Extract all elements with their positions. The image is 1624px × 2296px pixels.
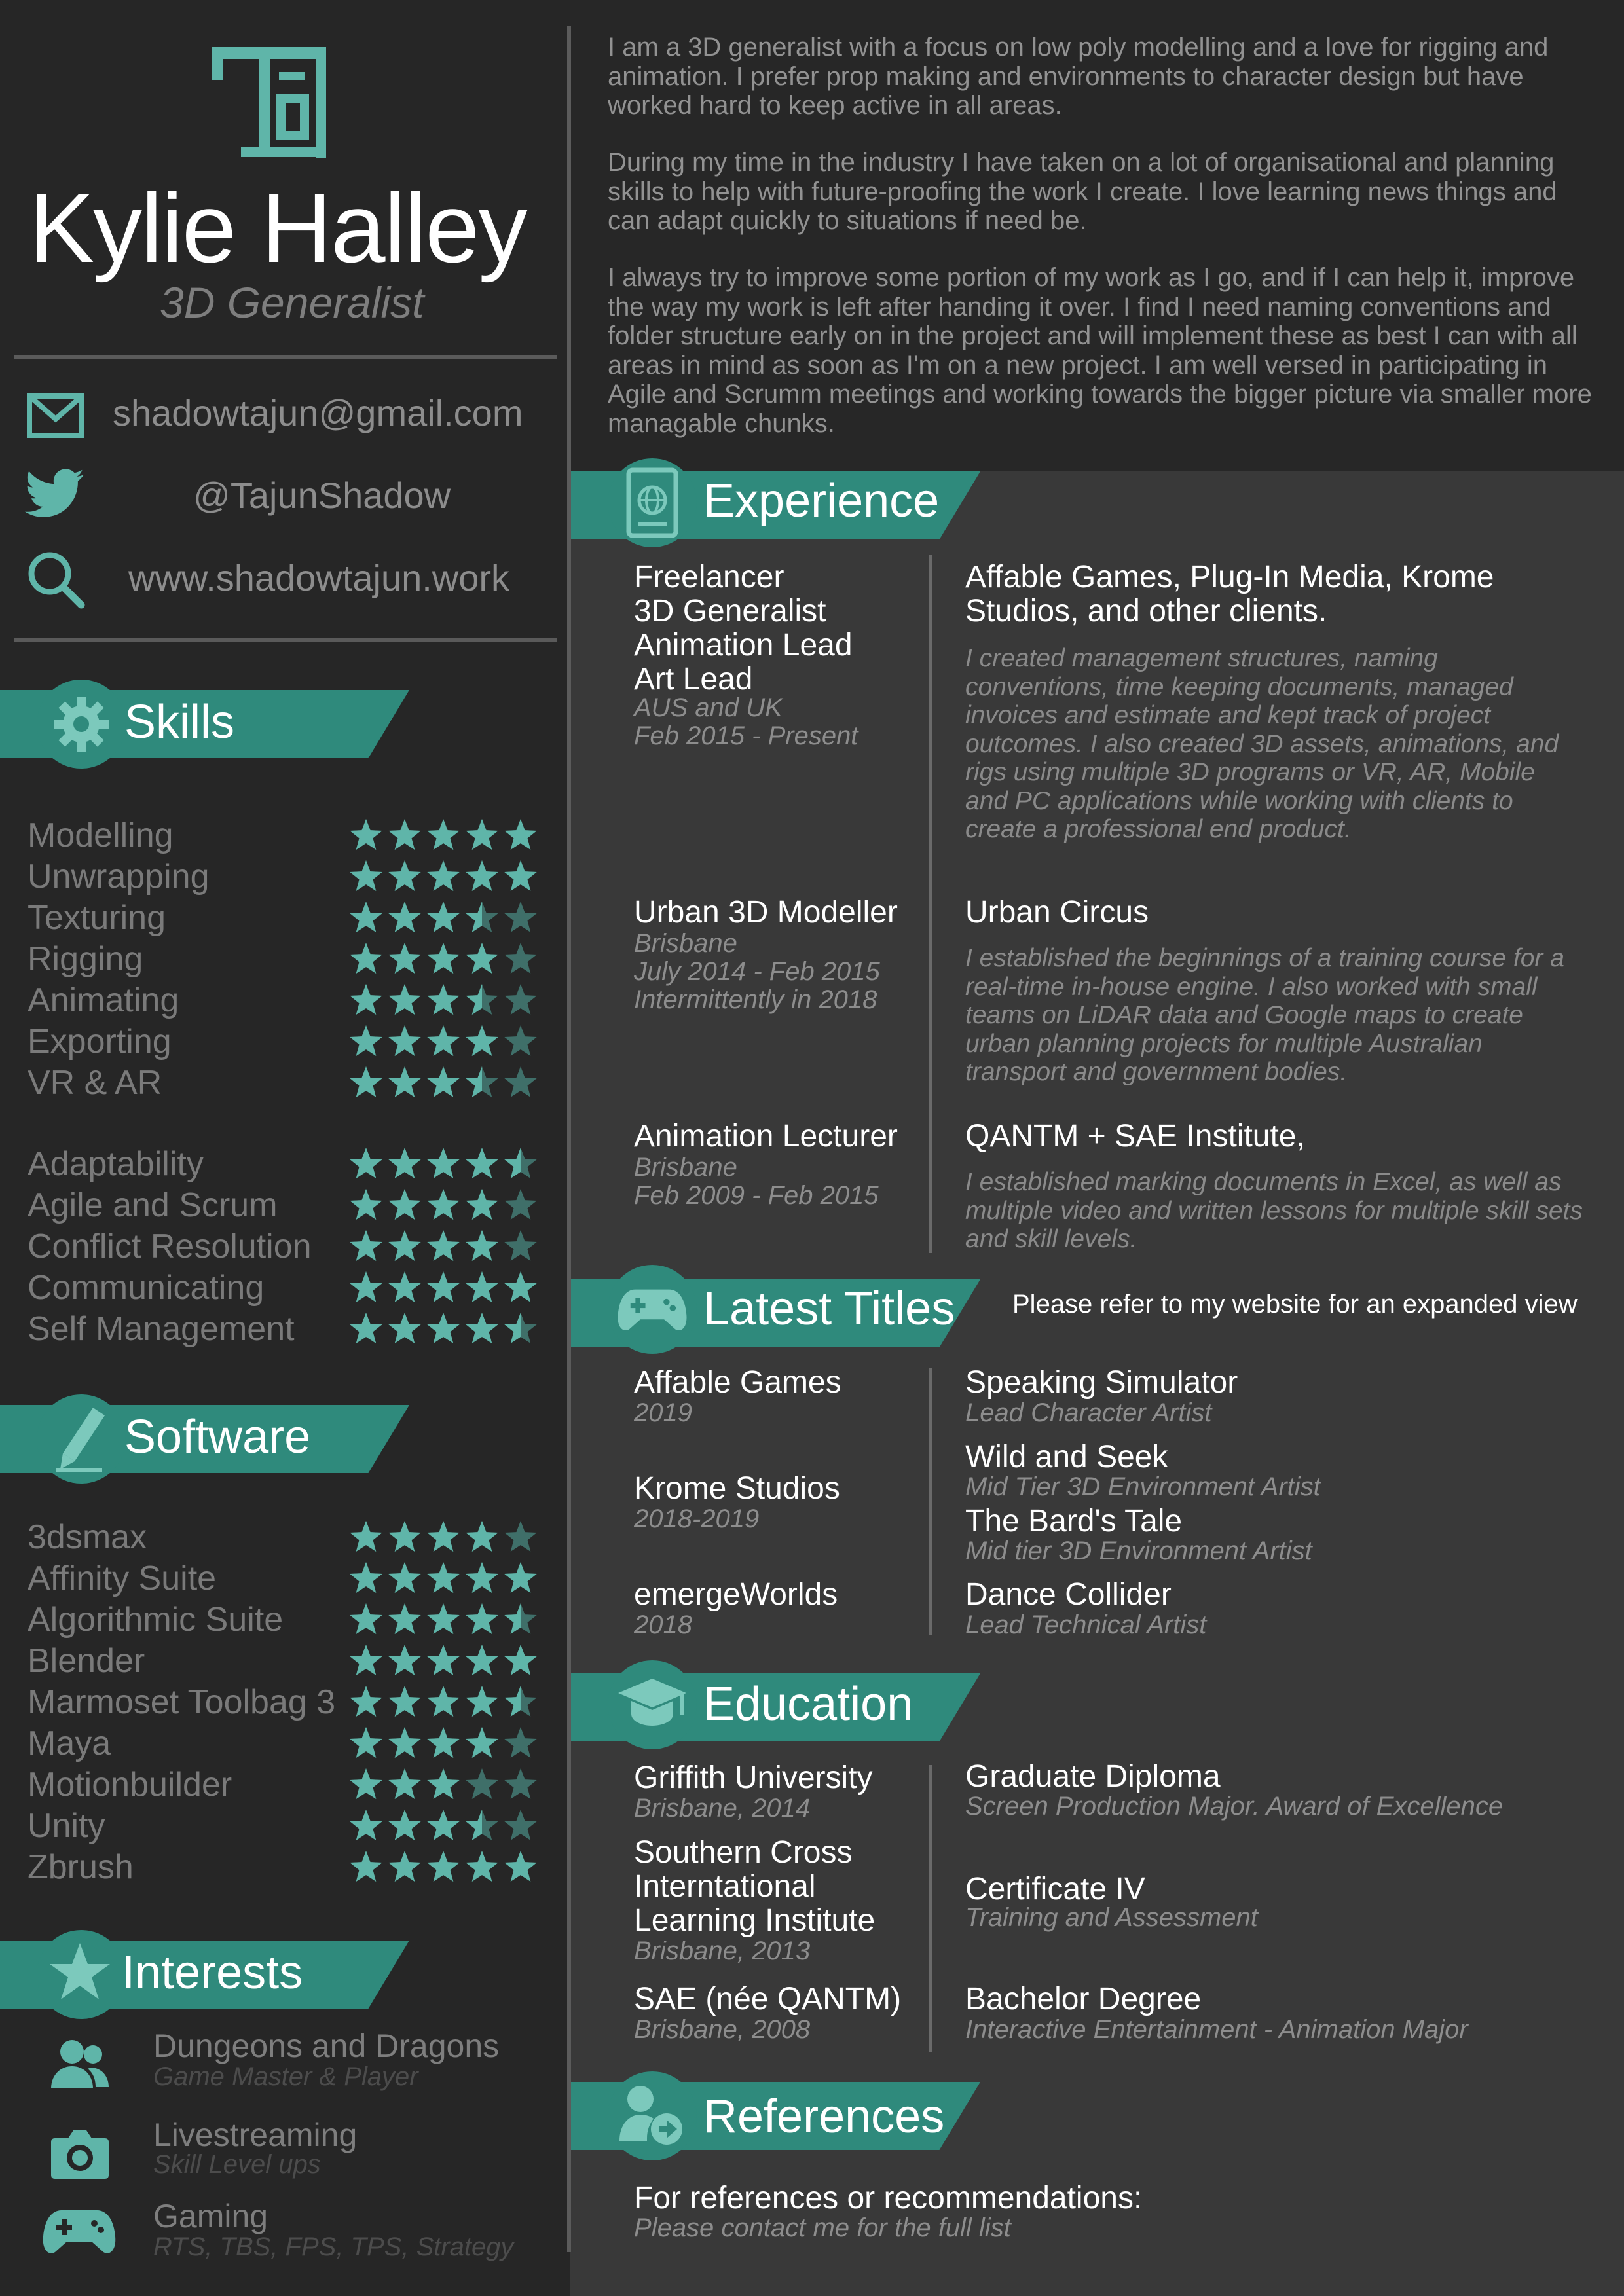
institution-place: Brisbane, 2008 bbox=[634, 2015, 811, 2044]
job-dates: Feb 2009 - Feb 2015 bbox=[634, 1181, 879, 1210]
star-filled bbox=[427, 1562, 459, 1593]
employer: QANTM + SAE Institute, bbox=[965, 1119, 1305, 1154]
star-filled bbox=[388, 1851, 420, 1882]
game-role: Lead Character Artist bbox=[965, 1398, 1212, 1427]
job-dates: July 2014 - Feb 2015 bbox=[634, 957, 880, 986]
star-filled bbox=[350, 1810, 382, 1840]
star-filled bbox=[427, 943, 459, 974]
star-filled bbox=[350, 984, 382, 1015]
star-filled bbox=[388, 1562, 420, 1593]
star-rating bbox=[348, 1644, 538, 1678]
skill-label: Adaptability bbox=[28, 1145, 204, 1183]
institution-place: Brisbane, 2014 bbox=[634, 1794, 811, 1823]
intro-paragraph: I always try to improve some portion of my work as I go, and if I can help it, improve the way my work is left after handing it over. I find I need naming conventions and folder structure early on in the project and will implement these as best I can with all areas in mind as soon as I'm on a new project. I am well versed in participating in Agile and Scrumm meetings and working towards the bigger picture via smaller more managable chunks. bbox=[608, 263, 1592, 438]
star-filled bbox=[388, 1148, 420, 1178]
star-rating bbox=[348, 1603, 538, 1637]
experience-divider bbox=[929, 555, 932, 1253]
skills-title: Skills bbox=[124, 696, 235, 748]
star-rating bbox=[348, 1561, 538, 1595]
skill-label: 3dsmax bbox=[28, 1518, 147, 1556]
gamepad-icon bbox=[42, 2205, 117, 2257]
job-title: Freelancer bbox=[634, 560, 784, 594]
star-filled bbox=[427, 1230, 459, 1261]
star-filled bbox=[388, 860, 420, 891]
studio-year: 2019 bbox=[634, 1398, 692, 1427]
star-empty bbox=[504, 1066, 536, 1097]
star-rating bbox=[348, 1768, 538, 1802]
star-filled bbox=[388, 1271, 420, 1302]
divider bbox=[14, 638, 557, 642]
star-filled bbox=[466, 1727, 498, 1758]
star-empty bbox=[504, 1230, 536, 1261]
interest-title: Livestreaming bbox=[153, 2117, 358, 2153]
game-title: The Bard's Tale bbox=[965, 1504, 1183, 1539]
institution-name: SAE (née QANTM) bbox=[634, 1982, 902, 2016]
camera-icon bbox=[48, 2128, 111, 2180]
employer: Urban Circus bbox=[965, 895, 1149, 930]
star-filled bbox=[388, 1645, 420, 1675]
star-filled bbox=[466, 1521, 498, 1552]
passport-icon bbox=[623, 466, 681, 539]
star-rating bbox=[348, 1066, 538, 1100]
star-filled bbox=[427, 860, 459, 891]
star-empty bbox=[504, 1810, 536, 1840]
star-filled bbox=[427, 1066, 459, 1097]
job-location: Brisbane bbox=[634, 1153, 737, 1182]
game-role: Lead Technical Artist bbox=[965, 1611, 1207, 1639]
star-filled bbox=[427, 984, 459, 1015]
star-filled bbox=[350, 1230, 382, 1261]
skill-label: Exporting bbox=[28, 1023, 172, 1061]
star-filled bbox=[504, 1645, 536, 1675]
star-empty bbox=[504, 902, 536, 932]
studio-name: Affable Games bbox=[634, 1365, 841, 1400]
experience-title: Experience bbox=[703, 475, 940, 527]
star-filled bbox=[466, 1851, 498, 1882]
star-filled bbox=[427, 1851, 459, 1882]
award-detail: Training and Assessment bbox=[965, 1903, 1258, 1932]
institution-name: Interntational bbox=[634, 1869, 816, 1904]
star-rating bbox=[348, 942, 538, 976]
star-filled bbox=[466, 1603, 498, 1634]
star-empty bbox=[504, 1025, 536, 1056]
job-title: Animation Lead bbox=[634, 628, 853, 663]
intro-paragraph: During my time in the industry I have taken on a lot of organisational and planning skills to help with future-proofing the work I create. I love learning news things and can adapt quickly to situations if need be. bbox=[608, 148, 1557, 235]
star-filled bbox=[388, 1230, 420, 1261]
star-filled bbox=[427, 1025, 459, 1056]
star-rating bbox=[348, 860, 538, 894]
skill-label: Modelling bbox=[28, 816, 174, 854]
skill-label: VR & AR bbox=[28, 1064, 162, 1102]
star-filled bbox=[427, 1148, 459, 1178]
game-role: Mid tier 3D Environment Artist bbox=[965, 1537, 1312, 1565]
star-filled bbox=[504, 860, 536, 891]
star-rating bbox=[348, 1520, 538, 1554]
star-rating bbox=[348, 1188, 538, 1222]
divider bbox=[14, 355, 557, 359]
skill-label: Animating bbox=[28, 981, 179, 1019]
star-filled bbox=[350, 1727, 382, 1758]
star-filled bbox=[350, 1025, 382, 1056]
star-filled bbox=[388, 984, 420, 1015]
star-filled bbox=[388, 1189, 420, 1220]
star-filled bbox=[350, 1148, 382, 1178]
job-title: Animation Lecturer bbox=[634, 1119, 898, 1154]
user-arrow-icon bbox=[618, 2082, 686, 2147]
star-filled bbox=[466, 819, 498, 850]
star-filled bbox=[466, 1313, 498, 1343]
institution-name: Griffith University bbox=[634, 1760, 873, 1795]
star-filled bbox=[427, 819, 459, 850]
star-filled bbox=[466, 943, 498, 974]
star-filled bbox=[504, 1851, 536, 1882]
references-note: Please contact me for the full list bbox=[634, 2214, 1011, 2242]
game-title: Dance Collider bbox=[965, 1577, 1172, 1612]
skill-label: Unwrapping bbox=[28, 858, 210, 896]
latest-titles-title: Latest Titles bbox=[703, 1283, 955, 1335]
award-title: Graduate Diploma bbox=[965, 1759, 1221, 1794]
website-link[interactable]: www.shadowtajun.work bbox=[128, 557, 510, 598]
studio-year: 2018 bbox=[634, 1611, 692, 1639]
star-filled bbox=[388, 819, 420, 850]
game-title: Speaking Simulator bbox=[965, 1365, 1238, 1400]
star-filled bbox=[466, 1189, 498, 1220]
star-filled bbox=[388, 1768, 420, 1799]
interest-subtitle: Skill Level ups bbox=[153, 2150, 321, 2179]
twitter-icon bbox=[25, 469, 85, 519]
star-filled bbox=[427, 902, 459, 932]
star-filled bbox=[427, 1727, 459, 1758]
star-filled bbox=[350, 1686, 382, 1717]
star-filled bbox=[388, 1686, 420, 1717]
star-filled bbox=[427, 1768, 459, 1799]
twitter-handle[interactable]: @TajunShadow bbox=[193, 475, 451, 516]
graduation-cap-icon bbox=[616, 1676, 689, 1731]
star-filled bbox=[350, 902, 382, 932]
star-filled bbox=[427, 1686, 459, 1717]
star-filled bbox=[388, 1066, 420, 1097]
email-link[interactable]: shadowtajun@gmail.com bbox=[113, 392, 523, 433]
star-filled bbox=[350, 1313, 382, 1343]
gear-icon bbox=[51, 694, 111, 754]
interest-title: Gaming bbox=[153, 2198, 268, 2234]
institution-name: Learning Institute bbox=[634, 1903, 876, 1938]
star-rating bbox=[348, 1147, 538, 1181]
star-rating bbox=[348, 1850, 538, 1884]
star-rating bbox=[348, 1312, 538, 1346]
star-filled bbox=[350, 1768, 382, 1799]
job-dates: Feb 2015 - Present bbox=[634, 721, 858, 750]
star-filled bbox=[466, 1645, 498, 1675]
star-filled bbox=[466, 860, 498, 891]
star-rating bbox=[348, 1809, 538, 1843]
star-filled bbox=[350, 1562, 382, 1593]
person-name: Kylie Halley bbox=[29, 173, 526, 283]
star-empty bbox=[466, 1768, 498, 1799]
mail-icon bbox=[26, 393, 85, 439]
award-title: Certificate IV bbox=[965, 1872, 1145, 1906]
star-filled bbox=[466, 1271, 498, 1302]
game-title: Wild and Seek bbox=[965, 1440, 1168, 1474]
star-filled bbox=[350, 1645, 382, 1675]
star-filled bbox=[388, 1025, 420, 1056]
logo-icon bbox=[208, 42, 330, 166]
star-filled bbox=[350, 819, 382, 850]
award-title: Bachelor Degree bbox=[965, 1982, 1202, 2016]
star-empty bbox=[504, 984, 536, 1015]
star-filled bbox=[504, 1562, 536, 1593]
star-rating bbox=[348, 1271, 538, 1305]
star-filled bbox=[427, 1645, 459, 1675]
skill-label: Communicating bbox=[28, 1269, 265, 1307]
person-role: 3D Generalist bbox=[160, 278, 424, 327]
interest-title: Dungeons and Dragons bbox=[153, 2028, 500, 2064]
star-rating bbox=[348, 1230, 538, 1264]
education-divider bbox=[929, 1765, 932, 2052]
interest-subtitle: RTS, TBS, FPS, TPS, Strategy bbox=[153, 2232, 514, 2261]
star-filled bbox=[504, 1271, 536, 1302]
star-filled bbox=[466, 1230, 498, 1261]
pencil-icon bbox=[54, 1405, 110, 1473]
star-filled bbox=[388, 1727, 420, 1758]
star-filled bbox=[466, 1148, 498, 1178]
intro-paragraph: I am a 3D generalist with a focus on low poly modelling and a love for rigging and animation. I prefer prop making and environments to character design but have worked hard to keep active in all areas. bbox=[608, 33, 1549, 120]
references-heading: For references or recommendations: bbox=[634, 2181, 1143, 2215]
column-divider bbox=[567, 26, 571, 2252]
star-empty bbox=[504, 943, 536, 974]
star-filled bbox=[350, 1271, 382, 1302]
star-filled bbox=[504, 819, 536, 850]
star-rating bbox=[348, 901, 538, 935]
award-detail: Interactive Entertainment - Animation Major bbox=[965, 2015, 1468, 2044]
star-filled bbox=[427, 1189, 459, 1220]
software-title: Software bbox=[124, 1411, 311, 1463]
star-rating bbox=[348, 1726, 538, 1760]
job-title: Art Lead bbox=[634, 662, 753, 697]
star-empty bbox=[504, 1727, 536, 1758]
star-filled bbox=[427, 1603, 459, 1634]
star-filled bbox=[350, 943, 382, 974]
employer: Affable Games, Plug-In Media, Krome Studios, and other clients. bbox=[965, 560, 1494, 629]
skill-label: Agile and Scrum bbox=[28, 1186, 278, 1224]
star-filled bbox=[427, 1313, 459, 1343]
star-filled bbox=[350, 1066, 382, 1097]
job-location: Brisbane bbox=[634, 929, 737, 958]
job-title: 3D Generalist bbox=[634, 594, 826, 629]
star-filled bbox=[466, 1562, 498, 1593]
job-description: I created management structures, naming conventions, time keeping documents, managed invoices and estimate and kept track of project outcomes. I also created 3D assets, animations, and rigs using multiple 3D programs or VR, AR, Mobile and PC applications while working with clients to create a professional end product. bbox=[965, 644, 1559, 843]
star-icon bbox=[48, 1942, 111, 2002]
studio-year: 2018-2019 bbox=[634, 1504, 760, 1533]
job-location: AUS and UK bbox=[634, 693, 783, 722]
institution-place: Brisbane, 2013 bbox=[634, 1937, 811, 1965]
website-note: Please refer to my website for an expanded view bbox=[1012, 1290, 1578, 1319]
studio-name: emergeWorlds bbox=[634, 1577, 838, 1612]
skill-label: Unity bbox=[28, 1807, 105, 1845]
skill-label: Motionbuilder bbox=[28, 1766, 232, 1804]
studio-name: Krome Studios bbox=[634, 1471, 840, 1506]
star-filled bbox=[427, 1810, 459, 1840]
job-dates: Intermittently in 2018 bbox=[634, 985, 877, 1014]
star-filled bbox=[427, 1521, 459, 1552]
star-filled bbox=[350, 1603, 382, 1634]
star-filled bbox=[388, 1521, 420, 1552]
game-role: Mid Tier 3D Environment Artist bbox=[965, 1472, 1321, 1501]
star-rating bbox=[348, 818, 538, 852]
skill-label: Texturing bbox=[28, 899, 166, 937]
education-title: Education bbox=[703, 1678, 913, 1730]
search-icon bbox=[26, 550, 85, 609]
star-filled bbox=[466, 1686, 498, 1717]
skill-label: Algorithmic Suite bbox=[28, 1601, 284, 1639]
star-rating bbox=[348, 1025, 538, 1059]
institution-name: Southern Cross bbox=[634, 1835, 853, 1870]
star-filled bbox=[350, 860, 382, 891]
star-filled bbox=[388, 1313, 420, 1343]
star-filled bbox=[466, 1025, 498, 1056]
star-filled bbox=[350, 1851, 382, 1882]
users-icon bbox=[47, 2037, 113, 2092]
star-filled bbox=[388, 943, 420, 974]
skill-label: Self Management bbox=[28, 1310, 295, 1348]
star-filled bbox=[388, 1810, 420, 1840]
job-description: I established the beginnings of a training course for a real-time in-house engine. I also worked with small teams on LiDAR data and Google maps to create urban planning projects for multiple Australian transport and government bodies. bbox=[965, 944, 1564, 1086]
skill-label: Conflict Resolution bbox=[28, 1228, 312, 1266]
skill-label: Affinity Suite bbox=[28, 1559, 217, 1597]
skill-label: Marmoset Toolbag 3 bbox=[28, 1683, 336, 1721]
star-filled bbox=[388, 902, 420, 932]
skill-label: Rigging bbox=[28, 940, 143, 978]
star-filled bbox=[427, 1271, 459, 1302]
job-title: Urban 3D Modeller bbox=[634, 895, 898, 930]
star-rating bbox=[348, 983, 538, 1017]
star-filled bbox=[350, 1189, 382, 1220]
interests-title: Interests bbox=[122, 1946, 303, 1999]
star-filled bbox=[350, 1521, 382, 1552]
star-filled bbox=[388, 1603, 420, 1634]
star-empty bbox=[504, 1521, 536, 1552]
star-rating bbox=[348, 1685, 538, 1719]
skill-label: Maya bbox=[28, 1724, 111, 1762]
star-empty bbox=[504, 1768, 536, 1799]
skill-label: Zbrush bbox=[28, 1848, 134, 1886]
award-detail: Screen Production Major. Award of Excellence bbox=[965, 1792, 1504, 1821]
gamepad-icon bbox=[616, 1285, 689, 1334]
skill-label: Blender bbox=[28, 1642, 145, 1680]
references-title: References bbox=[703, 2090, 945, 2143]
titles-divider bbox=[929, 1368, 932, 1635]
interest-subtitle: Game Master & Player bbox=[153, 2062, 418, 2091]
job-description: I established marking documents in Excel, as well as multiple video and written lessons for multiple skill sets and skill levels. bbox=[965, 1168, 1583, 1253]
star-empty bbox=[504, 1189, 536, 1220]
